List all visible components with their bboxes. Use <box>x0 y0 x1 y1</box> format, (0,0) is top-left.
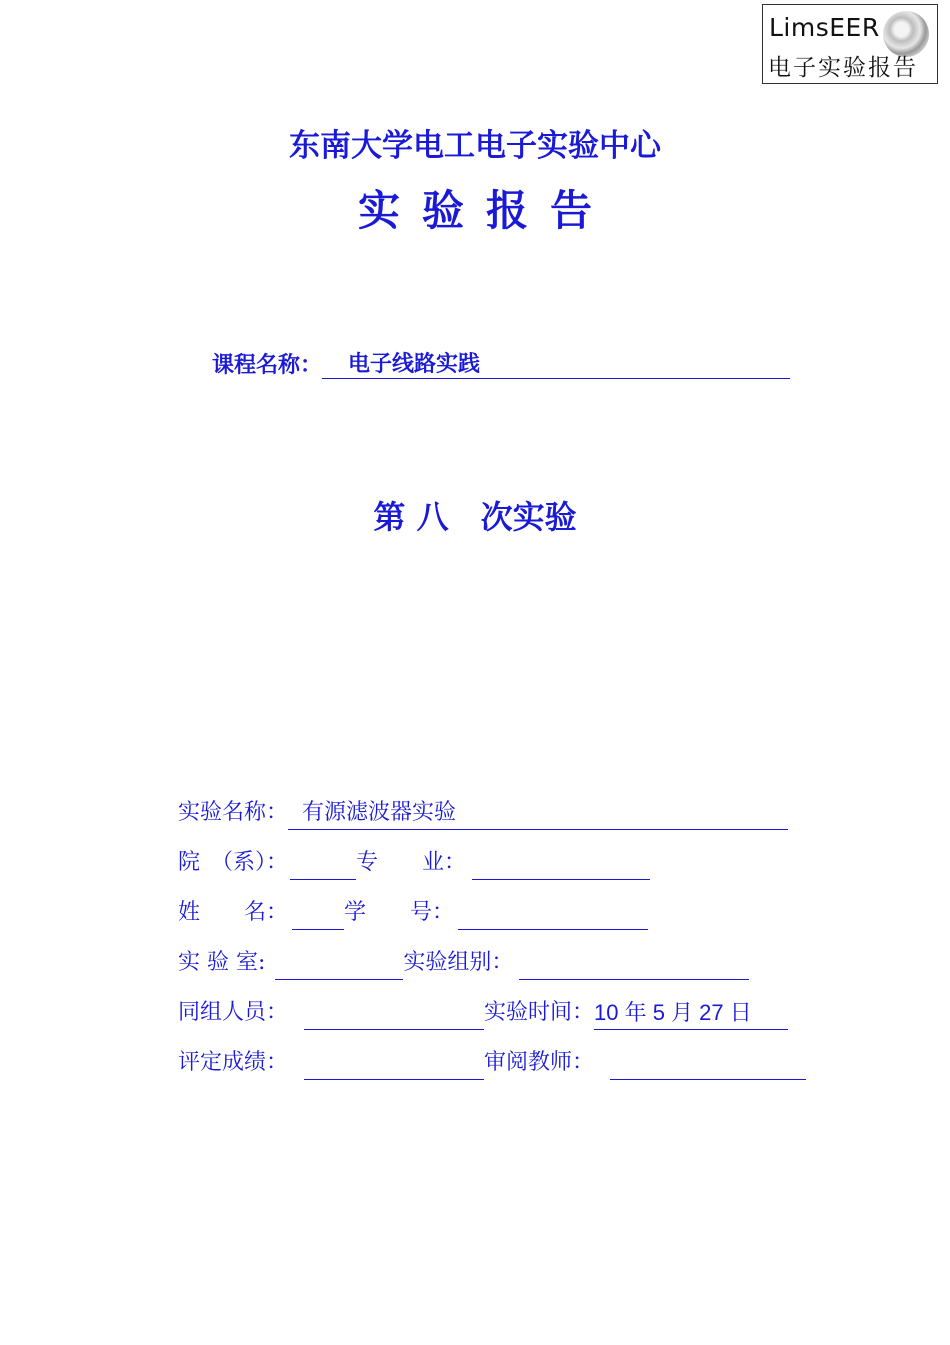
members-time-row <box>178 996 788 1030</box>
dept-major-row <box>178 846 650 880</box>
lab-label: 实 验 室: <box>178 950 266 975</box>
name-id-row <box>178 896 648 930</box>
time-label: 实验时间： <box>484 1000 595 1025</box>
course-label: 课程名称： <box>212 352 323 378</box>
org-title: 东南大学电工电子实验中心 <box>289 128 661 164</box>
exp-name-field <box>288 799 788 830</box>
dept-label: 院 （系）： <box>178 850 289 875</box>
name-label: 姓 名： <box>178 900 289 925</box>
lab-field <box>275 949 403 980</box>
time-value: 10 年 5 月 27 日 <box>594 1000 752 1025</box>
lab-group-row <box>178 946 749 980</box>
members-label: 同组人员： <box>178 1000 289 1025</box>
grade-field <box>304 1049 484 1080</box>
name-field <box>292 899 344 930</box>
limseer-logo <box>762 4 938 84</box>
teacher-field <box>610 1049 806 1080</box>
teacher-label: 审阅教师： <box>484 1050 595 1075</box>
exp-name-label: 实验名称： <box>178 800 289 825</box>
course-row <box>212 348 790 379</box>
report-title: 实验报告 <box>357 186 614 235</box>
major-label: 专 业： <box>356 850 467 875</box>
exp-name-value: 有源滤波器实验 <box>302 800 457 825</box>
exp-name-row <box>178 796 788 830</box>
time-field <box>594 999 788 1030</box>
major-field <box>472 849 650 880</box>
logo-text-subtitle: 电子实验报告 <box>768 55 918 81</box>
id-label: 学 号： <box>344 900 455 925</box>
members-field <box>304 999 484 1030</box>
group-field <box>519 949 749 980</box>
experiment-round: 第 八 次实验 <box>373 498 577 536</box>
course-field <box>322 350 790 379</box>
grade-teacher-row <box>178 1046 806 1080</box>
grade-label: 评定成绩： <box>178 1050 289 1075</box>
id-field <box>458 899 648 930</box>
logo-text-brand: LimsEER <box>769 13 880 42</box>
group-label: 实验组别： <box>403 950 514 975</box>
course-value: 电子线路实践 <box>348 351 481 377</box>
dept-field <box>290 849 356 880</box>
